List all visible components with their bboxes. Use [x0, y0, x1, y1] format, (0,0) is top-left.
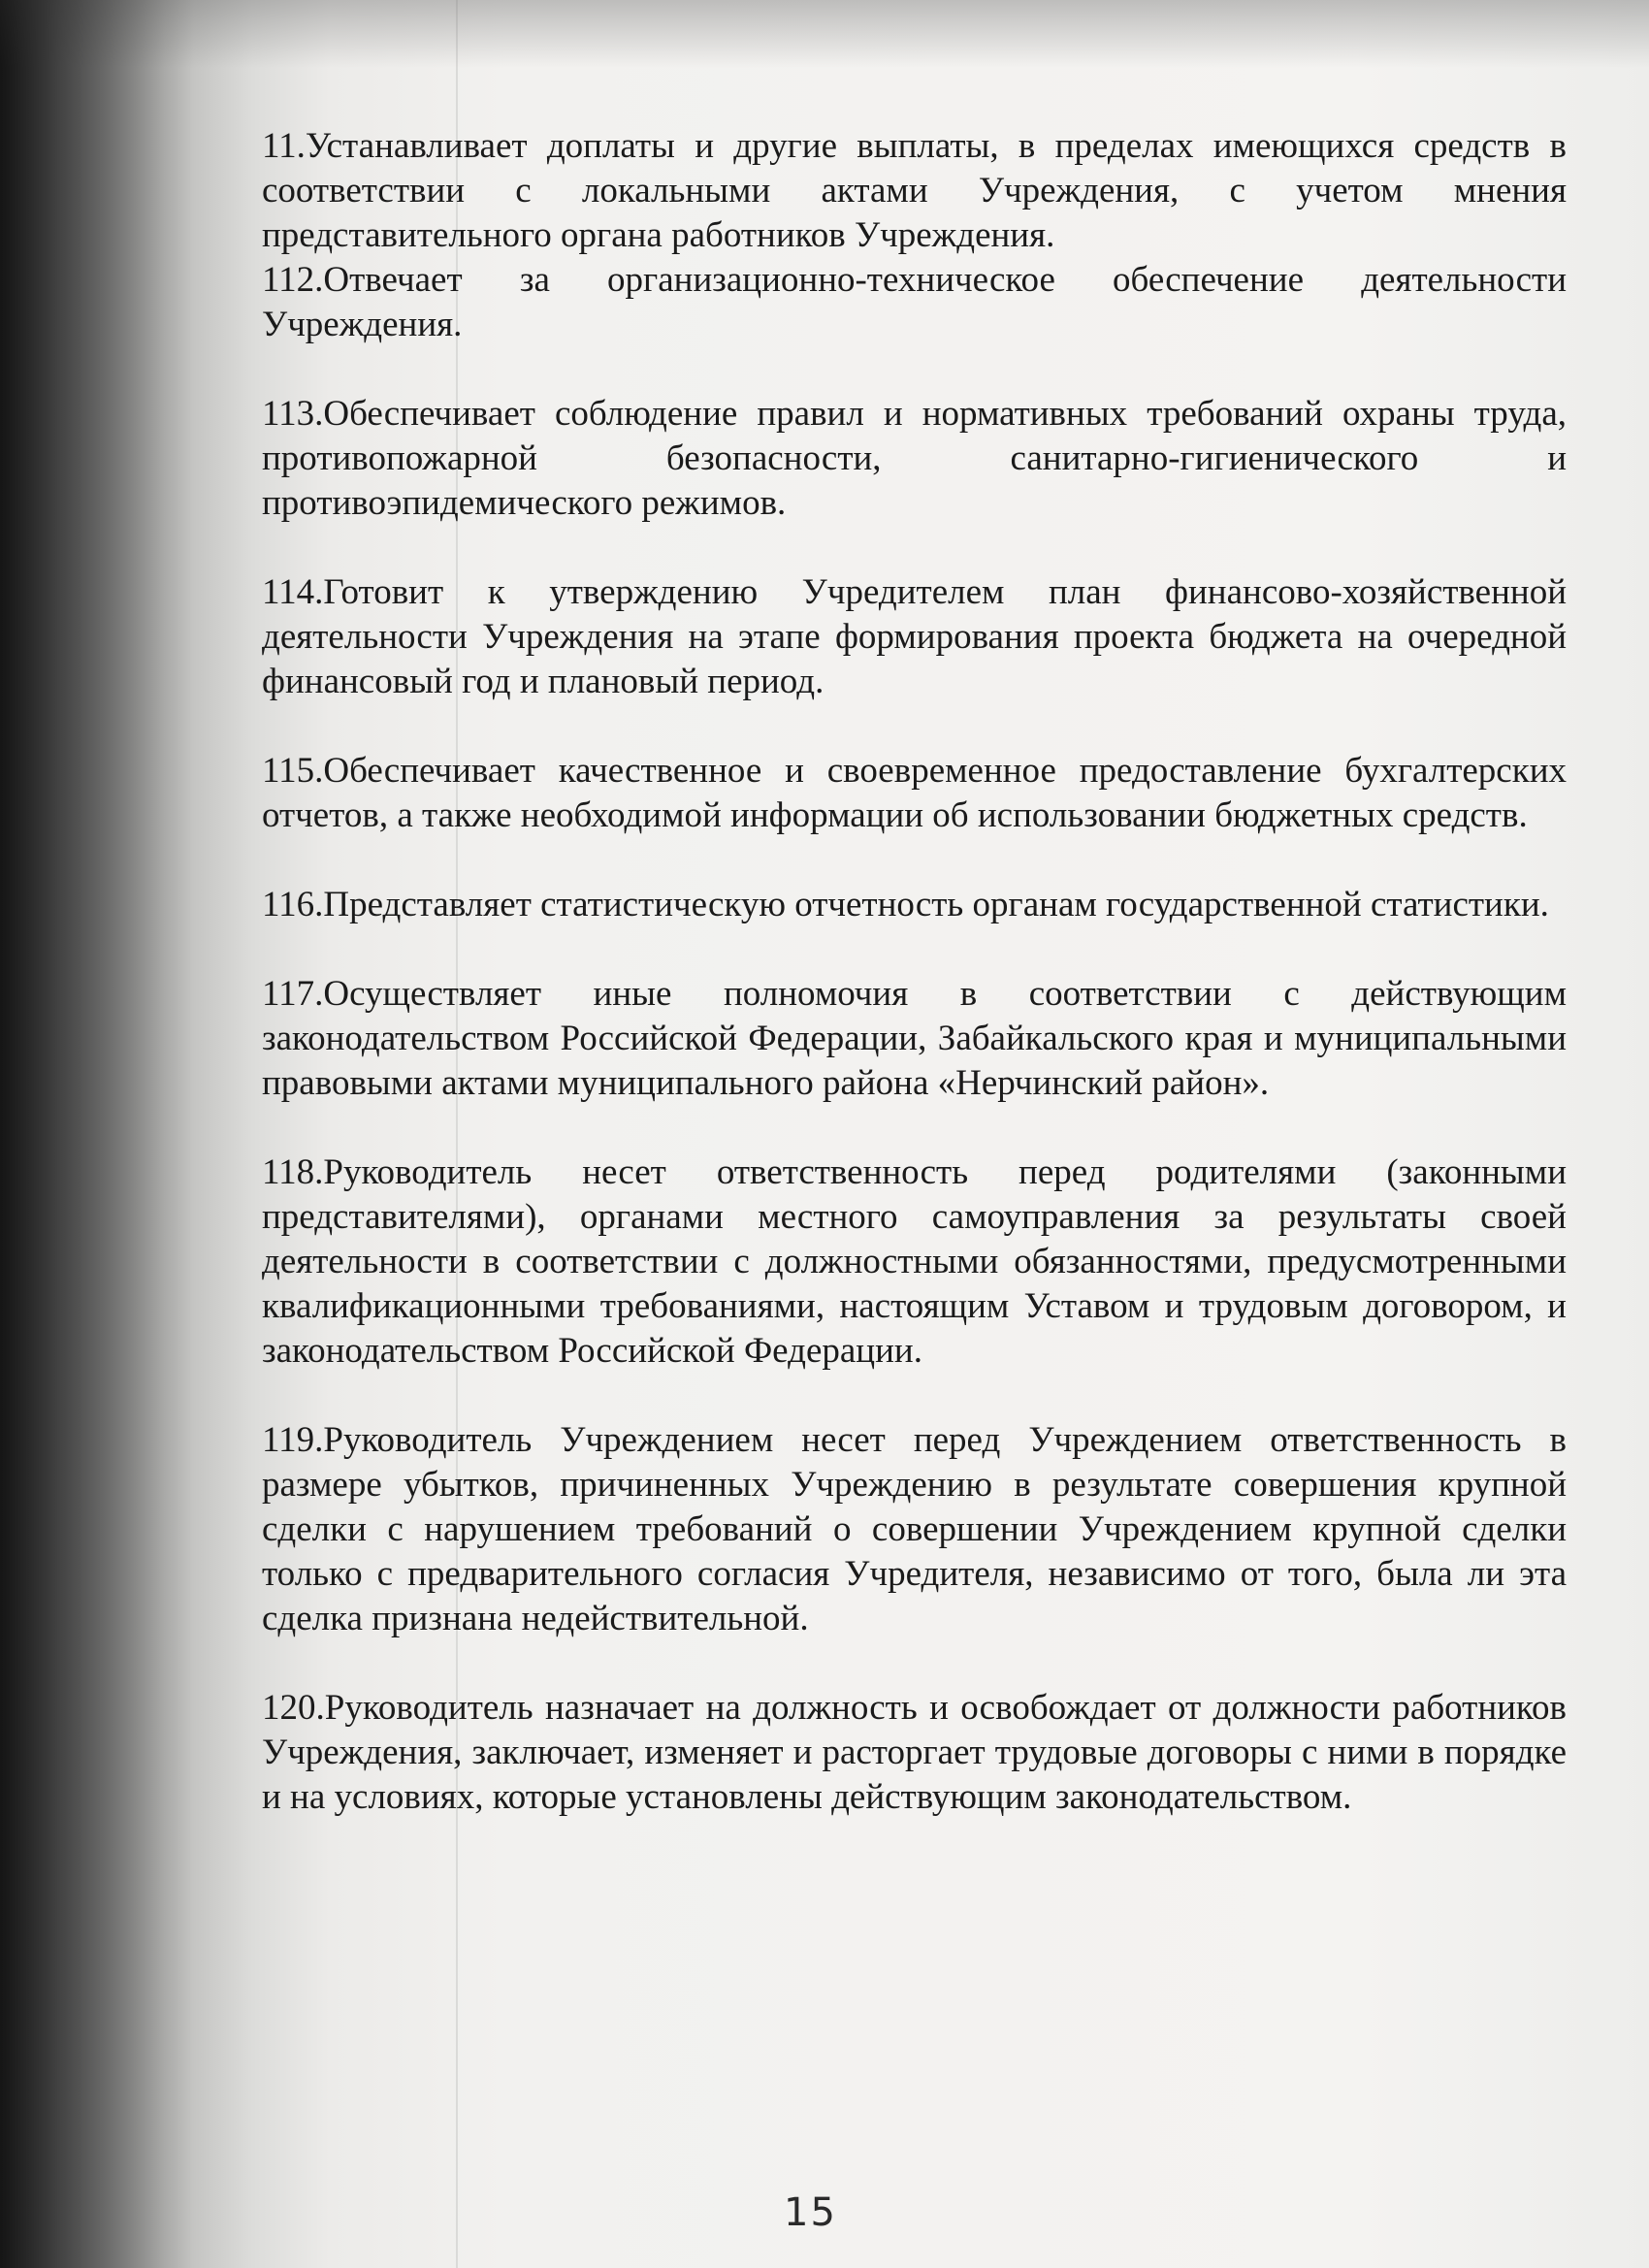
- paragraph-gap: [262, 347, 1567, 392]
- scan-top-edge: [0, 0, 1649, 68]
- paragraph-gap: [262, 927, 1567, 972]
- paragraph-115: 115.Обеспечивает качественное и своевременное предоставление бухгалтерских отчетов, а также необходимой информации об использовании бюджетных средств.: [262, 751, 1567, 835]
- page-number: 15: [784, 2190, 837, 2235]
- paragraph-gap: [262, 704, 1567, 749]
- paragraph-113: 113.Обеспечивает соблюдение правил и нормативных требований охраны труда, противопожарной безопасности, санитарно-гигиенического и противоэпидемического режимов.: [262, 394, 1567, 523]
- document-body: [262, 124, 1567, 1820]
- paragraph-gap: [262, 838, 1567, 883]
- paragraph-118: 118.Руководитель несет ответственность перед родителями (законными представителями), органами местного самоуправления за результаты своей деятельности в соответствии с должностными обязанностями, предусмотренными квалификационными требованиями, настоящим Уставом и трудовым договором, и законодательством Российской Федерации.: [262, 1152, 1567, 1371]
- paragraph-gap: [262, 1374, 1567, 1418]
- paragraph-119: 119.Руководитель Учреждением несет перед Учреждением ответственность в размере убытков, причиненных Учреждению в результате совершения крупной сделки с нарушением требований о совершении Учреждением крупной сделки только с предварительного согласия Учредителя, независимо от того, была ли эта сделка признана недействительной.: [262, 1420, 1567, 1638]
- paragraph-116: 116.Представляет статистическую отчетность органам государственной статистики.: [262, 885, 1549, 924]
- paragraph-120: 120.Руководитель назначает на должность и освобождает от должности работников Учреждения, заключает, изменяет и расторгает трудовые договоры с ними в порядке и на условиях, которые установлены действующим законодательством.: [262, 1688, 1567, 1817]
- paragraph-gap: [262, 1106, 1567, 1150]
- paragraph-gap: [262, 526, 1567, 570]
- paragraph-111: 11.Устанавливает доплаты и другие выплаты, в пределах имеющихся средств в соответствии с локальными актами Учреждения, с учетом мнения представительного органа работников Учреждения.: [262, 126, 1567, 255]
- paragraph-gap: [262, 1641, 1567, 1686]
- paragraph-112: 112.Отвечает за организационно-техническое обеспечение деятельности Учреждения.: [262, 260, 1567, 344]
- binding-shadow: [0, 0, 194, 2268]
- paragraph-114: 114.Готовит к утверждению Учредителем план финансово-хозяйственной деятельности Учреждения на этапе формирования проекта бюджета на очередной финансовый год и плановый период.: [262, 572, 1567, 701]
- paragraph-117: 117.Осуществляет иные полномочия в соответствии с действующим законодательством Российской Федерации, Забайкальского края и муниципальными правовыми актами муниципального района «Нерчинский район».: [262, 974, 1567, 1103]
